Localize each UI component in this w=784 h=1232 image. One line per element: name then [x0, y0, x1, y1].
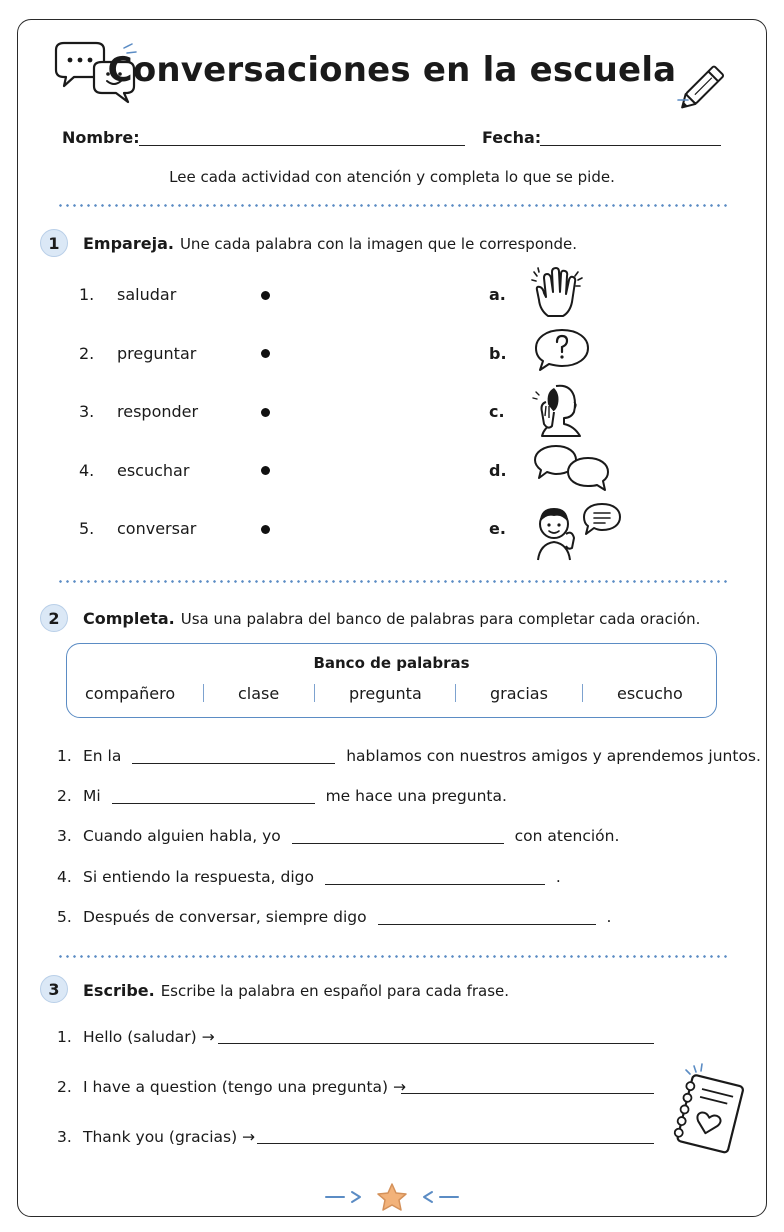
section2-heading: Completa. Usa una palabra del banco de palabras para completar cada oración.	[83, 609, 701, 628]
star-arrows-icon	[322, 1181, 462, 1213]
section-number-1: 1	[40, 229, 68, 257]
match-word: conversar	[117, 519, 197, 538]
bank-word: clase	[238, 684, 280, 703]
fecha-field[interactable]	[540, 145, 721, 146]
answer-line[interactable]	[218, 1043, 654, 1044]
bank-word: escucho	[617, 684, 683, 703]
match-letter: b.	[489, 344, 507, 363]
match-letter: d.	[489, 461, 507, 480]
waving-hand-icon	[530, 266, 588, 320]
section3-heading: Escribe. Escribe la palabra en español para cada frase.	[83, 981, 510, 1000]
answer-line[interactable]	[401, 1093, 654, 1094]
answer-blank[interactable]	[378, 909, 596, 925]
bank-word: gracias	[490, 684, 548, 703]
translation-row: 3. Thank you (gracias) →	[57, 1128, 256, 1146]
nombre-label: Nombre:	[62, 128, 140, 147]
fecha-label: Fecha:	[482, 128, 542, 147]
bank-separator	[455, 684, 456, 702]
match-dot[interactable]	[261, 525, 270, 534]
section-number-3: 3	[40, 975, 68, 1003]
bank-word: compañero	[85, 684, 176, 703]
answer-blank[interactable]	[112, 788, 315, 804]
notebook-icon	[666, 1060, 756, 1160]
match-dot[interactable]	[261, 349, 270, 358]
pencil-icon	[676, 52, 742, 110]
sentence-row: 4. Si entiendo la respuesta, digo .	[57, 868, 561, 886]
match-letter: a.	[489, 285, 506, 304]
word-bank	[66, 643, 717, 718]
general-instructions: Lee cada actividad con atención y completa lo que se pide.	[169, 168, 615, 186]
question-bubble-icon	[532, 326, 592, 374]
two-speech-bubbles-icon	[532, 442, 612, 494]
section-divider	[57, 955, 727, 958]
answer-line[interactable]	[257, 1143, 654, 1144]
match-dot[interactable]	[261, 291, 270, 300]
match-word: saludar	[117, 285, 177, 304]
translation-row: 1. Hello (saludar) →	[57, 1028, 215, 1046]
sentence-row: 5. Después de conversar, siempre digo .	[57, 908, 612, 926]
section-number-2: 2	[40, 604, 68, 632]
bank-separator	[203, 684, 204, 702]
section-divider	[57, 204, 727, 207]
child-talking-icon	[532, 500, 624, 562]
match-letter: c.	[489, 402, 505, 421]
answer-blank[interactable]	[292, 828, 504, 844]
sentence-row: 1. En la hablamos con nuestros amigos y aprendemos juntos.	[57, 747, 761, 765]
match-letter: e.	[489, 519, 506, 538]
nombre-field[interactable]	[139, 145, 465, 146]
sentence-row: 3. Cuando alguien habla, yo con atención.	[57, 827, 620, 845]
match-word: escuchar	[117, 461, 190, 480]
match-word: responder	[117, 402, 199, 421]
person-listening-icon	[530, 382, 588, 440]
page-title: Conversaciones en la escuela	[107, 50, 677, 90]
bank-separator	[582, 684, 583, 702]
bank-word: pregunta	[349, 684, 422, 703]
match-word: preguntar	[117, 344, 197, 363]
section-divider	[57, 580, 727, 583]
bank-separator	[314, 684, 315, 702]
match-dot[interactable]	[261, 408, 270, 417]
translation-row: 2. I have a question (tengo una pregunta) →	[57, 1078, 407, 1096]
section1-heading: Empareja. Une cada palabra con la imagen que le corresponde.	[83, 234, 578, 253]
word-bank-title: Banco de palabras	[313, 654, 470, 672]
sentence-row: 2. Mi me hace una pregunta.	[57, 787, 507, 805]
answer-blank[interactable]	[132, 748, 335, 764]
answer-blank[interactable]	[325, 869, 545, 885]
match-dot[interactable]	[261, 466, 270, 475]
